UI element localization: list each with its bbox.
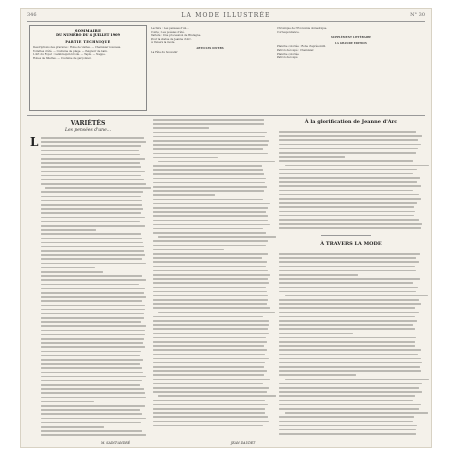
sommaire-item: La Fête du Souvenir (151, 50, 178, 54)
text-line (41, 321, 141, 323)
text-line (41, 346, 145, 348)
text-line (41, 430, 142, 432)
text-line (41, 388, 144, 390)
text-line (153, 140, 269, 142)
text-line (153, 245, 266, 247)
text-line (279, 198, 421, 200)
text-line (41, 183, 146, 185)
text-line (41, 434, 146, 436)
text-line (279, 433, 416, 435)
section-divider (27, 115, 425, 116)
text-line (279, 274, 358, 276)
sommaire-column-2 (151, 27, 269, 111)
text-line (153, 278, 268, 280)
text-line (153, 211, 266, 213)
signature-left: M. SAINT-ANDRÉ (101, 441, 130, 445)
sommaire-item: Patron découpé : Chemisier. (277, 48, 315, 52)
text-line (153, 287, 266, 289)
text-line (153, 316, 263, 318)
text-line (279, 362, 422, 364)
text-line (153, 412, 265, 414)
text-line (153, 270, 268, 272)
a-travers-la-mode-title: À TRAVERS LA MODE (320, 241, 382, 247)
text-line (41, 175, 141, 177)
text-line (41, 384, 140, 386)
text-line (41, 363, 140, 365)
sommaire-item: L'Art du Foyer : Lambrequin brodé. — Tapis. — Nappe. (33, 53, 106, 57)
text-line (279, 148, 418, 150)
text-line (41, 254, 145, 256)
sommaire-title: SOMMAIRE (74, 29, 102, 33)
text-line (153, 148, 263, 150)
text-line (279, 270, 416, 272)
sommaire-item: LA GRANDE EDITION (335, 41, 367, 45)
text-line (158, 236, 276, 238)
text-line (41, 413, 142, 415)
issue-number: N° 30 (410, 12, 425, 18)
text-line (153, 224, 270, 226)
text-line (279, 261, 419, 263)
signature-middle: JEAN DAUDET (231, 441, 256, 445)
text-line (153, 232, 266, 234)
text-line (279, 190, 413, 192)
text-line (41, 279, 146, 281)
text-line (41, 242, 143, 244)
text-line (279, 408, 419, 410)
text-line (279, 354, 418, 356)
text-line (41, 296, 146, 298)
text-line (41, 267, 95, 269)
text-line (41, 351, 141, 353)
text-line (153, 303, 267, 305)
text-line (153, 173, 264, 175)
text-line (279, 144, 421, 146)
text-line (279, 307, 415, 309)
text-line (153, 387, 269, 389)
text-line (279, 282, 413, 284)
text-line (41, 200, 142, 202)
text-line (279, 337, 416, 339)
text-line (153, 136, 265, 138)
text-line (279, 316, 415, 318)
text-line (285, 165, 429, 167)
text-line (41, 292, 144, 294)
text-line (153, 203, 270, 205)
text-line (153, 253, 268, 255)
text-line (41, 325, 146, 327)
text-line (153, 391, 267, 393)
text-line (279, 194, 419, 196)
text-line (153, 328, 268, 330)
text-line (279, 287, 418, 289)
sommaire-item: Lecture : Les pensées d'un... (151, 27, 189, 30)
text-line (153, 349, 267, 351)
text-line (279, 169, 417, 171)
text-line (279, 358, 421, 360)
newspaper-page (20, 8, 432, 448)
text-line (153, 354, 265, 356)
text-line (153, 370, 267, 372)
text-line (41, 380, 142, 382)
text-line (153, 416, 268, 418)
text-line (153, 182, 265, 184)
sommaire-item: Planche coloriée : Robe d'après-midi. (277, 45, 327, 49)
text-line (41, 166, 141, 168)
text-line (153, 400, 265, 402)
text-line (153, 383, 263, 385)
text-line (41, 338, 144, 340)
text-line (153, 199, 263, 201)
text-line (41, 179, 144, 181)
text-line (279, 135, 422, 137)
text-line (153, 249, 224, 251)
text-line (153, 266, 266, 268)
text-line (41, 145, 141, 147)
text-line (279, 215, 414, 217)
sommaire-item: Chronique de l'Économie domestique. (277, 27, 328, 30)
text-line (153, 215, 268, 217)
text-line (41, 225, 145, 227)
sommaire-issue: DU NUMÉRO DU 4 JUILLET 1909 (56, 33, 120, 37)
text-line (153, 324, 269, 326)
article-body-right-top (279, 131, 423, 232)
text-line (41, 422, 141, 424)
page-number: 346 (27, 12, 37, 18)
sommaire-item: Conte : Les poésies d'été. (151, 30, 185, 34)
text-line (153, 404, 268, 406)
dropcap-letter: L (30, 135, 39, 149)
text-line (153, 186, 267, 188)
text-line (41, 275, 142, 277)
text-line (279, 324, 413, 326)
text-line (285, 379, 429, 381)
text-line (279, 387, 419, 389)
jeanne-darc-article-title: À la glorification de Jeanne d'Arc (304, 119, 398, 125)
text-line (279, 266, 415, 268)
text-line (41, 300, 142, 302)
sommaire-item: Correspondance. (277, 30, 300, 34)
text-line (41, 401, 94, 403)
text-line (158, 395, 276, 397)
text-line (279, 131, 416, 133)
text-line (41, 212, 141, 214)
text-line (41, 162, 140, 164)
text-line (41, 372, 143, 374)
text-line (45, 187, 151, 189)
text-line (279, 404, 421, 406)
text-line (153, 320, 269, 322)
text-line (279, 349, 421, 351)
text-line (153, 132, 267, 134)
text-line (153, 261, 267, 263)
text-line (279, 202, 417, 204)
sommaire-item: Patron découpé (277, 56, 298, 60)
text-line (279, 181, 417, 183)
sommaire-item: Descriptions des gravures : Robe de visites. — Chemisier nouveau. (33, 46, 122, 49)
text-line (41, 221, 140, 223)
text-line (153, 366, 264, 368)
text-line (41, 288, 145, 290)
text-line (158, 312, 276, 314)
text-line (153, 127, 209, 129)
text-line (41, 208, 143, 210)
text-line (153, 307, 270, 309)
text-line (285, 412, 429, 414)
text-line (41, 233, 141, 235)
text-line (279, 328, 415, 330)
variete-section-heading: VARIÉTÉS (70, 120, 106, 127)
text-line (279, 341, 415, 343)
text-line (153, 345, 264, 347)
text-line (41, 397, 146, 399)
text-line (279, 156, 345, 158)
masthead-title: LA MODE ILLUSTRÉE (181, 12, 271, 19)
text-line (279, 345, 415, 347)
text-line (153, 374, 264, 376)
sommaire-item: Planche coloriée (277, 52, 299, 56)
text-line (153, 178, 266, 180)
text-line (279, 320, 417, 322)
text-line (279, 383, 422, 385)
text-line (279, 370, 421, 372)
text-line (41, 150, 139, 152)
text-line (41, 426, 104, 428)
text-line (41, 305, 145, 307)
text-line (153, 291, 267, 293)
text-line (153, 240, 268, 242)
text-line (41, 309, 145, 311)
text-line (41, 258, 142, 260)
text-line (279, 425, 417, 427)
text-line (41, 238, 142, 240)
text-line (279, 303, 421, 305)
text-line (279, 185, 421, 187)
text-line (279, 206, 414, 208)
text-line (279, 152, 416, 154)
text-line (153, 165, 262, 167)
text-line (279, 366, 420, 368)
sommaire-box (29, 25, 147, 111)
article-body-left-column (41, 137, 147, 439)
right-column-divider (321, 235, 371, 236)
text-line (153, 169, 263, 171)
sommaire-item: SUPPLÉMENT LITTÉRAIRE (330, 36, 372, 40)
text-line (41, 359, 143, 361)
text-line (153, 379, 270, 381)
text-line (41, 271, 103, 273)
sommaire-item: À travers la mode. (151, 41, 176, 45)
text-line (41, 405, 145, 407)
text-line (279, 139, 418, 141)
sommaire-item: ARTICLES DIVERS (196, 46, 224, 50)
text-line (41, 330, 145, 332)
text-line (153, 295, 268, 297)
text-line (41, 334, 145, 336)
text-line (279, 177, 420, 179)
text-line (153, 299, 268, 301)
text-line (41, 171, 145, 173)
text-line (41, 246, 144, 248)
text-line (153, 257, 262, 259)
text-line (279, 395, 415, 397)
text-line (279, 227, 421, 229)
text-line (285, 295, 429, 297)
text-line (153, 144, 268, 146)
masthead-rule (27, 21, 425, 22)
text-line (41, 137, 144, 139)
sommaire-item: Variété : Une procession de Bretagne. (151, 34, 202, 38)
text-line (153, 274, 270, 276)
text-line (279, 278, 420, 280)
text-line (153, 341, 267, 343)
article-body-right-bottom (279, 253, 423, 437)
text-line (153, 337, 266, 339)
text-line (41, 367, 142, 369)
text-line (158, 161, 276, 163)
text-line (153, 119, 264, 121)
text-line (41, 141, 146, 143)
text-line (279, 416, 414, 418)
text-line (279, 429, 416, 431)
text-line (41, 409, 140, 411)
text-line (153, 282, 269, 284)
text-line (279, 421, 413, 423)
text-line (41, 229, 96, 231)
text-line (41, 196, 141, 198)
sommaire-item: Robes de fillettes. — Costume de garçonnet. (33, 56, 92, 60)
text-line (153, 358, 269, 360)
text-line (279, 160, 413, 162)
article-body-middle-column (153, 119, 271, 429)
text-line (279, 211, 415, 213)
text-line (153, 421, 269, 423)
variete-article-title: Les pensées d'une... (64, 128, 112, 133)
text-line (153, 194, 215, 196)
text-line (279, 219, 419, 221)
text-line (41, 204, 142, 206)
text-line (153, 425, 263, 427)
text-line (41, 313, 144, 315)
sommaire-item: Toilettes d'été. — Costume de plage. — Peignoir de bain. (33, 49, 108, 53)
text-line (41, 392, 145, 394)
sommaire-column-3 (277, 27, 425, 111)
text-line (279, 333, 353, 335)
text-line (153, 408, 265, 410)
text-line (279, 391, 422, 393)
text-line (153, 157, 218, 159)
sommaire-section-technique: PARTIE TECHNIQUE (65, 40, 111, 44)
text-line (41, 191, 143, 193)
text-line (279, 253, 420, 255)
text-line (153, 333, 269, 335)
text-line (279, 173, 413, 175)
text-line (41, 342, 143, 344)
text-line (41, 376, 146, 378)
text-line (41, 355, 140, 357)
text-line (279, 257, 416, 259)
text-line (153, 207, 268, 209)
text-line (153, 190, 264, 192)
text-line (153, 220, 268, 222)
text-line (41, 154, 140, 156)
text-line (279, 374, 356, 376)
text-line (153, 123, 264, 125)
text-line (279, 223, 422, 225)
text-line (41, 317, 144, 319)
sommaire-item: Pour la statue de Jeanne d'Arc. (151, 37, 192, 41)
text-line (41, 263, 146, 265)
text-line (279, 299, 419, 301)
text-line (41, 217, 145, 219)
text-line (41, 284, 139, 286)
text-line (41, 418, 146, 420)
text-line (279, 400, 413, 402)
text-line (279, 312, 419, 314)
text-line (153, 153, 268, 155)
text-line (153, 228, 263, 230)
text-line (153, 362, 265, 364)
text-line (41, 158, 145, 160)
text-line (279, 291, 416, 293)
text-line (41, 250, 144, 252)
